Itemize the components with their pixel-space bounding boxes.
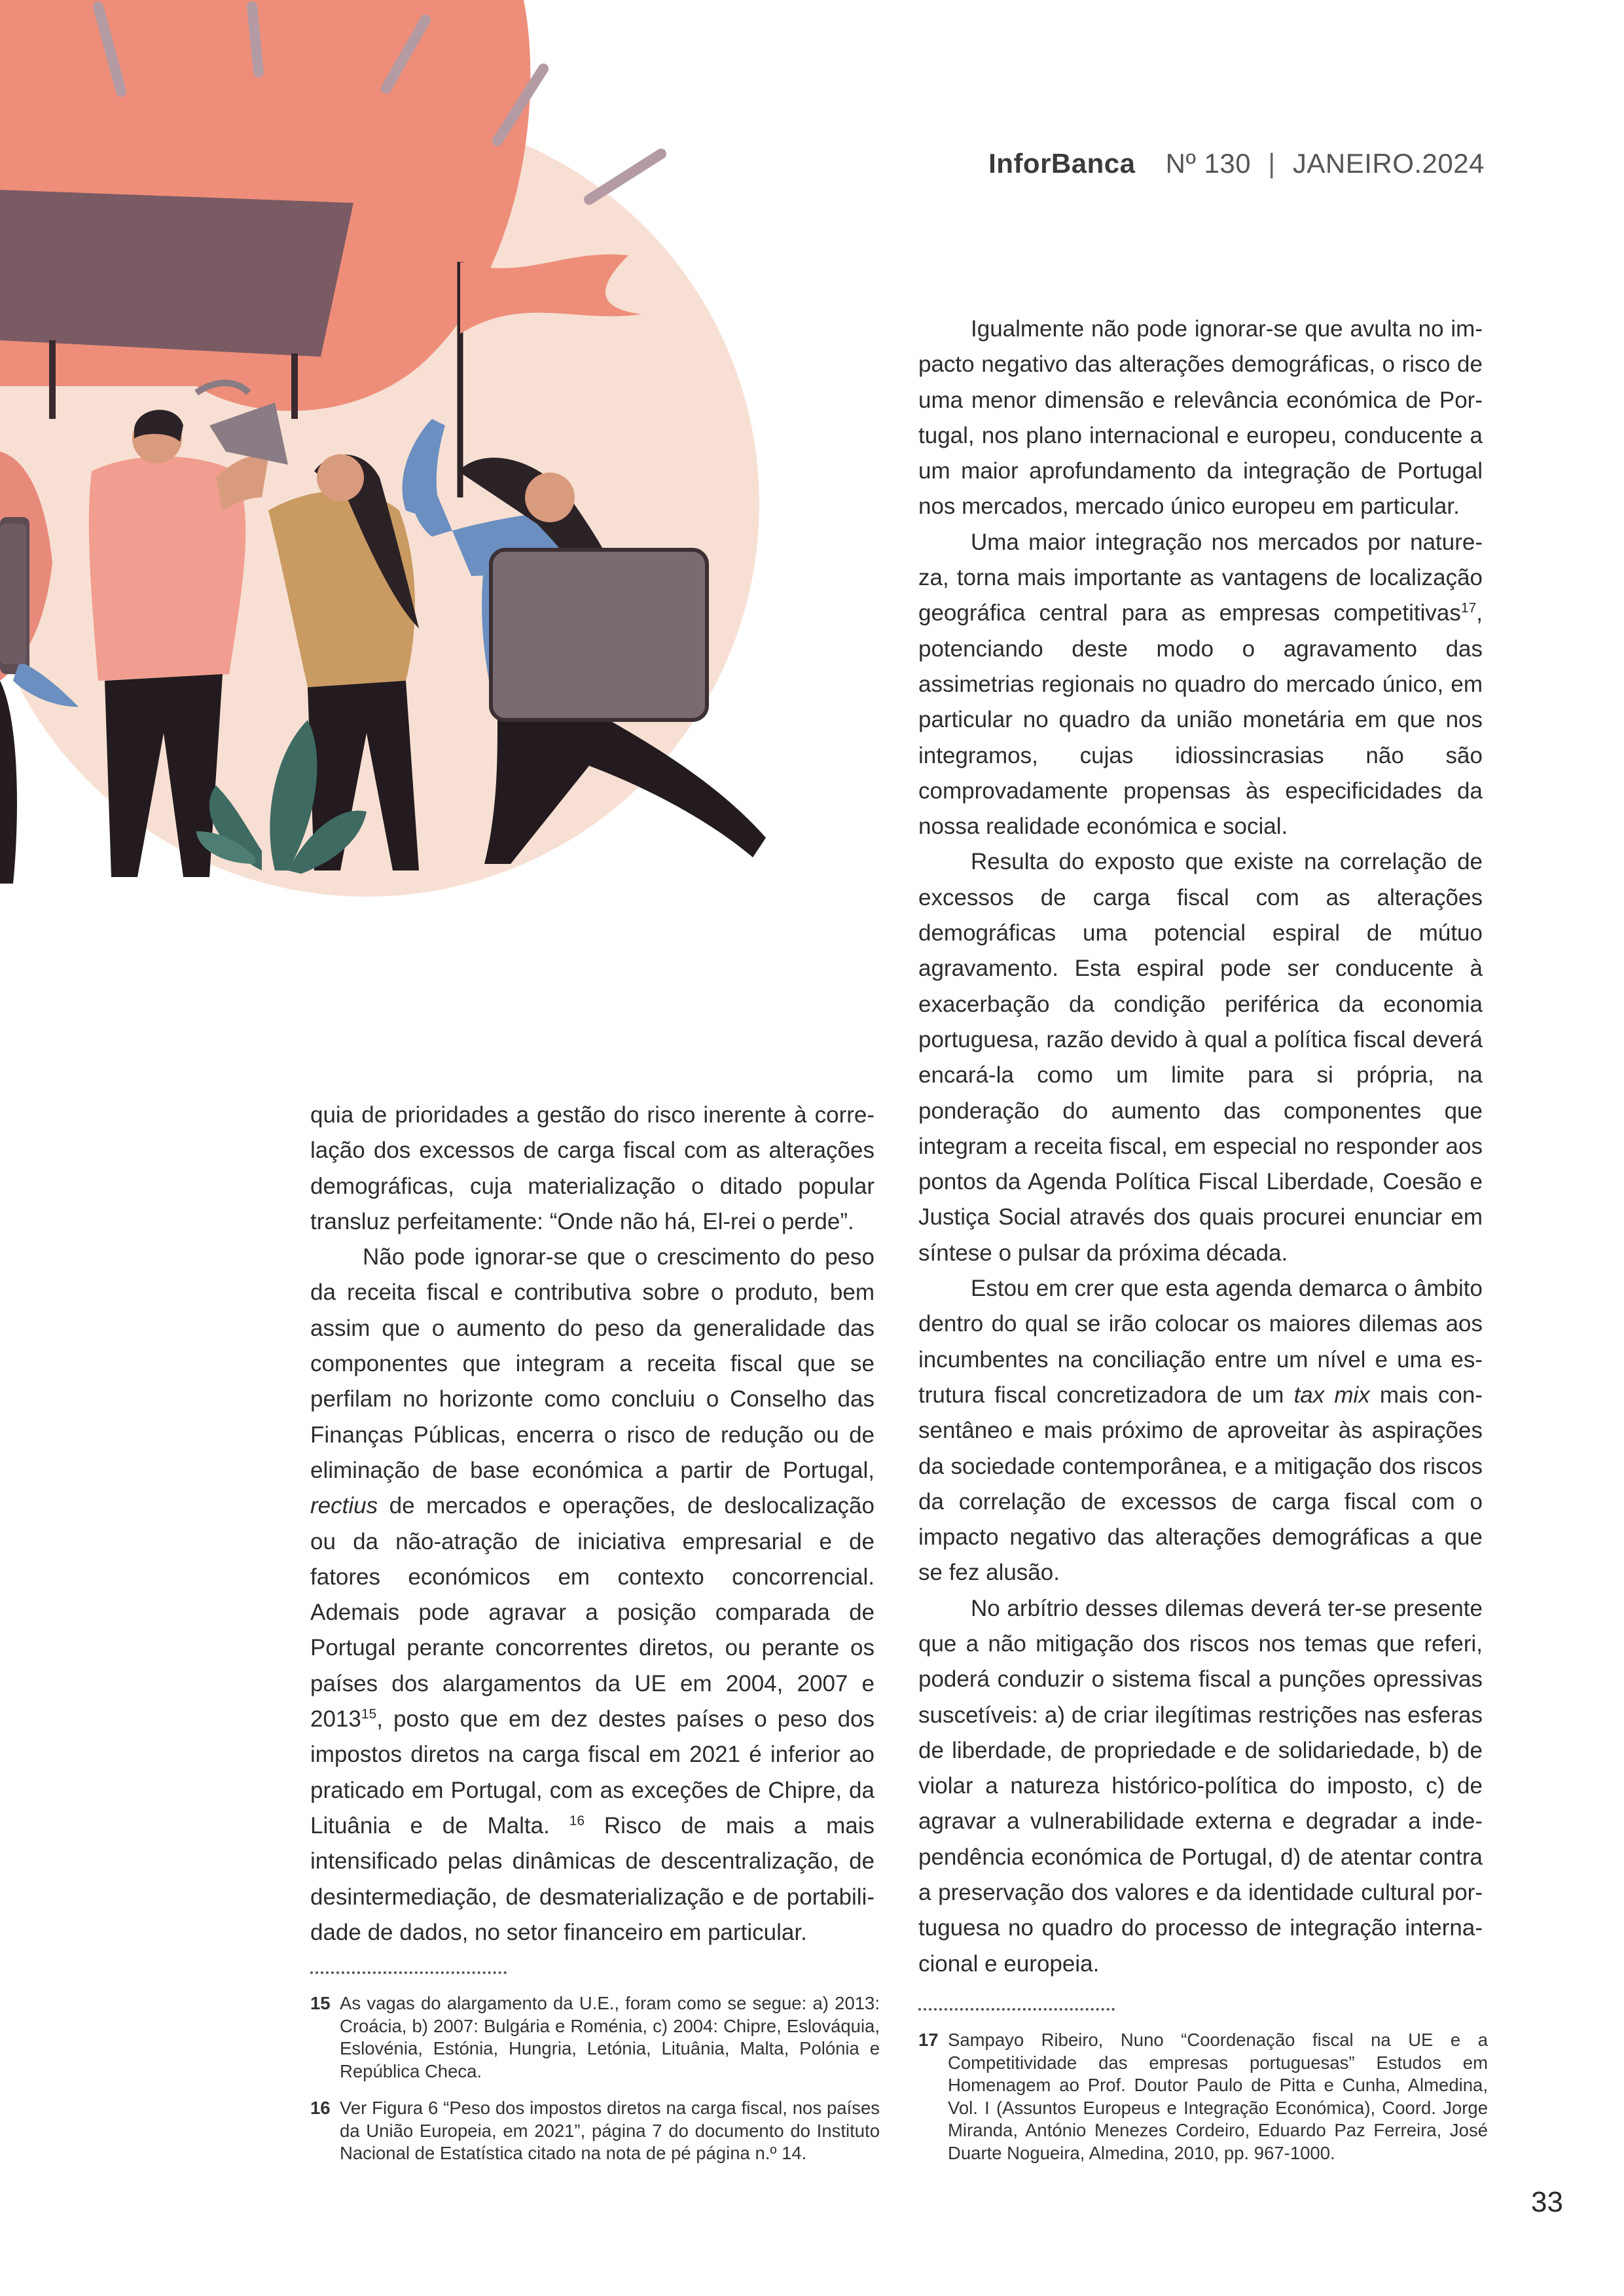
footnote: [310, 2097, 880, 2165]
paragraph: [918, 1271, 1483, 1591]
footnote-ref: 17: [1460, 600, 1477, 616]
footnote-ref: 16: [569, 1813, 585, 1829]
text-run: de mercados e operações, de deslocalização ou da não-atração de iniciativa empresarial e de fatores económicos em contexto concorrencial. Ademais pode agravar a posição comparada de Portugal perante concorrentes diretos, ou perante os países dos alargamentos da UE em 2004, 2007 e 2013: [310, 1493, 875, 1732]
footnote-number: 16: [310, 2098, 331, 2118]
text-run: Uma maior integração nos mercados por natureza, torna mais importante as vantagens de localização geográfica central para as empresas competitivas: [918, 529, 1483, 626]
text-run: , posto que em dez destes países o peso dos impostos diretos na carga fiscal em 2021 é inferior ao praticado em Portugal, com as exceções de Chipre, da Lituânia e de Malta.: [310, 1706, 875, 1839]
footnote: [310, 1992, 880, 2083]
paragraph: Resulta do exposto que existe na correlação de excessos de carga fiscal com as alterações demográficas uma potencial espiral de mútuo agravamento. Esta espiral pode ser conducente à exacerbação da condição periférica da economia portuguesa, razão devido à qual a política fiscal deverá encará-la como um limite para si própria, na ponderação do aumento das componentes que integram a receita fiscal, em especial no responder aos pontos da Agenda Política Fiscal Liberdade, Coesão e Justiça Social através dos quais procurei enunciar em síntese o pulsar da próxima década.: [918, 849, 1483, 1266]
paragraph: quia de prioridades a gestão do risco inerente à correlação dos excessos de carga fiscal com as alterações demográficas, cuja materialização o ditado popular transluz perfeitamente: “Onde não há, El-rei o perde”.: [310, 1102, 875, 1234]
protest-crowd-illustration: [0, 0, 799, 929]
left-text-column: [310, 1098, 875, 1950]
protest-sign: [491, 550, 707, 720]
paragraph: Igualmente não pode ignorar-se que avulta no impacto negativo das alterações demográficas, o risco de uma menor dimensão e relevância económica de Portugal, nos plano internacional e europeu, conducente a um maior aprofundamento da integração de Portugal nos mercados, mercado único europeu em particular.: [918, 316, 1483, 520]
magazine-brand: InforBanca: [988, 148, 1136, 179]
footnote-ref: 15: [361, 1706, 377, 1722]
text-run: Estou em crer que esta agenda demarca o âmbito dentro do qual se irão colocar os maiores dilemas aos incumbentes na conciliação entre um nível e uma estrutura fiscal concretizadora de um: [918, 1276, 1483, 1408]
text-run: mais consentâneo e mais próximo de aproveitar às aspirações da sociedade contemporânea, e a mitigação dos riscos da correlação de excessos de carga fiscal com o impacto negativo das alterações demográficas a que se fez alusão.: [918, 1382, 1483, 1586]
paragraph: [310, 1240, 875, 1950]
footnote-number: 15: [310, 1993, 331, 2013]
right-text-column: [918, 312, 1483, 1982]
issue-date: JANEIRO.2024: [1292, 148, 1485, 179]
page-header: [988, 148, 1485, 187]
paragraph: [918, 525, 1483, 845]
footnote-divider: [310, 1971, 507, 1974]
page-number: 33: [1531, 2186, 1563, 2218]
header-separator: |: [1268, 148, 1276, 179]
footnote: [918, 2029, 1488, 2164]
footnote-divider: [918, 2008, 1115, 2011]
issue-number: Nº 130: [1165, 148, 1252, 179]
italic-term: tax mix: [1293, 1382, 1370, 1408]
footnotes-left: [310, 1992, 880, 2179]
protest-banner: [0, 190, 353, 357]
footnotes-right: [918, 2029, 1488, 2179]
text-run: , potenciando deste modo o agravamento das assimetrias regionais no quadro do mercado único, em particular no quadro da união monetária em que nos integramos, cujas idiossincrasias não são comprovadamente propensas às especificidades da nossa realidade económica e social.: [918, 600, 1483, 840]
text-run: Não pode ignorar-se que o crescimento do peso da receita fiscal e contributiva sobre o produto, bem assim que o aumento do peso da generalidade das componentes que integram a receita fiscal que se perfilam no horizonte como concluiu o Conselho das Finanças Públicas, encerra o risco de redução ou de eliminação de base económica a partir de Portugal,: [310, 1244, 875, 1483]
text-run: Risco de mais a mais intensificado pelas dinâmicas de descentralização, de desintermediação, de desmaterialização e de portabilidade de dados, no setor financeiro em particular.: [310, 1812, 875, 1945]
italic-term: rectius: [310, 1493, 378, 1519]
footnote-text: Ver Figura 6 “Peso dos impostos diretos na carga fiscal, nos países da União Europeia, em 2021”, página 7 do documento do Instituto Nacional de Estatística citado na nota de pé página n.º 14.: [340, 2098, 880, 2163]
footnote-text: As vagas do alargamento da U.E., foram como se segue: a) 2013: Croácia, b) 2007: Bulgária e Roménia, c) 2004: Chipre, Eslováquia, Eslovénia, Estónia, Hungria, Letónia, Lituânia, Malta, Polónia e República Checa.: [340, 1993, 880, 2081]
footnote-text: Sampayo Ribeiro, Nuno “Coordenação fiscal na UE e a Competitividade das empresas portuguesas” Estudos em Homenagem ao Prof. Doutor Paulo de Pitta e Cunha, Almedina, Vol. I (Assuntos Europeus e Integração Económica), Coord. Jorge Miranda, António Menezes Cordeiro, Eduardo Paz Ferreira, José Duarte Nogueira, Almedina, 2010, pp. 967-1000.: [948, 2030, 1488, 2163]
footnote-number: 17: [918, 2030, 939, 2050]
paragraph: No arbítrio desses dilemas deverá ter-se presente que a não mitigação dos riscos nos temas que referi, poderá conduzir o sistema fiscal a punções opressivas suscetíveis: a) de criar ilegítimas restrições nas esferas de liberdade, de propriedade e de solidariedade, b) de violar a natureza histórico-política do imposto, c) de agravar a vulnerabilidade externa e degradar a independência económica de Portugal, d) de atentar contra a preservação dos valores e da identidade cultural portuguesa no quadro do processo de integração internacional e europeia.: [918, 1595, 1483, 1977]
